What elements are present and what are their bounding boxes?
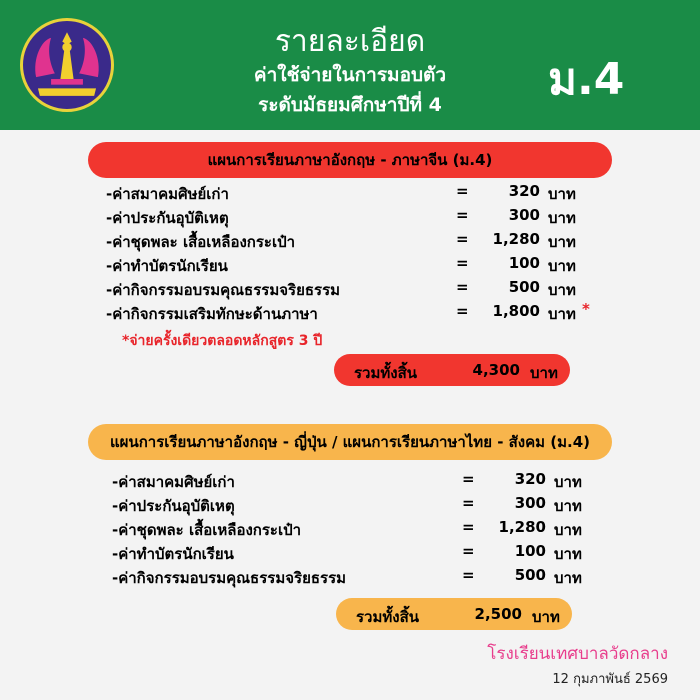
item-amount: 1,280 [492, 230, 540, 248]
list-item [106, 182, 586, 206]
equals-sign: = [462, 494, 475, 512]
total-label: รวมทั้งสิ้น [354, 364, 417, 382]
total-amount: 4,300 [472, 361, 520, 379]
list-item [106, 206, 586, 230]
item-amount: 320 [508, 182, 540, 200]
item-amount: 100 [508, 254, 540, 272]
section1-heading: แผนการเรียนภาษาอังกฤษ - ภาษาจีน (ม.4) [88, 142, 612, 178]
list-item [112, 494, 582, 518]
page-title: รายละเอียด [274, 24, 426, 59]
equals-sign: = [462, 566, 475, 584]
item-label: -ค่าสมาคมศิษย์เก่า [106, 185, 229, 203]
item-unit: บาท [548, 305, 576, 323]
equals-sign: = [462, 518, 475, 536]
item-unit: บาท [554, 545, 582, 563]
item-unit: บาท [554, 521, 582, 539]
item-amount: 500 [508, 278, 540, 296]
page-level: ระดับมัธยมศึกษาปีที่ 4 [258, 94, 442, 116]
item-amount: 300 [514, 494, 546, 512]
item-amount: 1,280 [498, 518, 546, 536]
item-unit: บาท [554, 569, 582, 587]
list-item [112, 566, 582, 590]
item-unit: บาท [548, 209, 576, 227]
item-amount: 1,800 [492, 302, 540, 320]
date-text: 12 กุมภาพันธ์ 2569 [552, 672, 668, 687]
item-label: -ค่าชุดพละ เสื้อเหลืองกระเป๋า [112, 521, 302, 539]
equals-sign: = [456, 182, 469, 200]
equals-sign: = [456, 230, 469, 248]
equals-sign: = [456, 206, 469, 224]
item-label: -ค่ากิจกรรมอบรมคุณธรรมจริยธรรม [112, 569, 347, 587]
payment-note: *จ่ายครั้งเดียวตลอดหลักสูตร 3 ปี [122, 333, 323, 349]
equals-sign: = [456, 254, 469, 272]
asterisk-mark: * [582, 300, 590, 318]
item-label: -ค่ากิจกรรมอบรมคุณธรรมจริยธรรม [106, 281, 341, 299]
section2-heading: แผนการเรียนภาษาอังกฤษ - ญี่ปุ่น / แผนการเรียนภาษาไทย - สังคม (ม.4) [88, 424, 612, 460]
item-unit: บาท [548, 233, 576, 251]
list-item [106, 230, 586, 254]
item-amount: 320 [514, 470, 546, 488]
list-item [106, 300, 590, 326]
list-item [112, 542, 582, 566]
list-item [106, 254, 586, 278]
equals-sign: = [462, 470, 475, 488]
list-item [106, 278, 586, 302]
item-label: -ค่าสมาคมศิษย์เก่า [112, 473, 235, 491]
page-subtitle: ค่าใช้จ่ายในการมอบตัว [253, 64, 447, 86]
list-item [112, 518, 582, 542]
total-label: รวมทั้งสิ้น [356, 608, 419, 626]
total-badge [336, 598, 572, 630]
item-unit: บาท [548, 281, 576, 299]
item-label: -ค่าประกันอุบัติเหตุ [112, 497, 235, 515]
item-amount: 100 [514, 542, 546, 560]
total-unit: บาท [530, 364, 558, 382]
item-label: -ค่าทำบัตรนักเรียน [112, 545, 234, 563]
item-unit: บาท [554, 473, 582, 491]
grade-badge: ม.4 [548, 54, 625, 105]
item-label: -ค่าทำบัตรนักเรียน [106, 257, 228, 275]
total-badge [334, 354, 570, 386]
item-label: -ค่ากิจกรรมเสริมทักษะด้านภาษา [106, 305, 318, 323]
equals-sign: = [456, 302, 469, 320]
equals-sign: = [462, 542, 475, 560]
item-unit: บาท [548, 185, 576, 203]
item-label: -ค่าประกันอุบัติเหตุ [106, 209, 229, 227]
list-item [112, 470, 582, 494]
total-amount: 2,500 [474, 605, 522, 623]
total-unit: บาท [532, 608, 560, 626]
equals-sign: = [456, 278, 469, 296]
item-amount: 500 [514, 566, 546, 584]
item-label: -ค่าชุดพละ เสื้อเหลืองกระเป๋า [106, 233, 296, 251]
item-unit: บาท [554, 497, 582, 515]
school-name: โรงเรียนเทศบาลวัดกลาง [487, 644, 668, 664]
item-amount: 300 [508, 206, 540, 224]
item-unit: บาท [548, 257, 576, 275]
header-banner [0, 0, 700, 130]
